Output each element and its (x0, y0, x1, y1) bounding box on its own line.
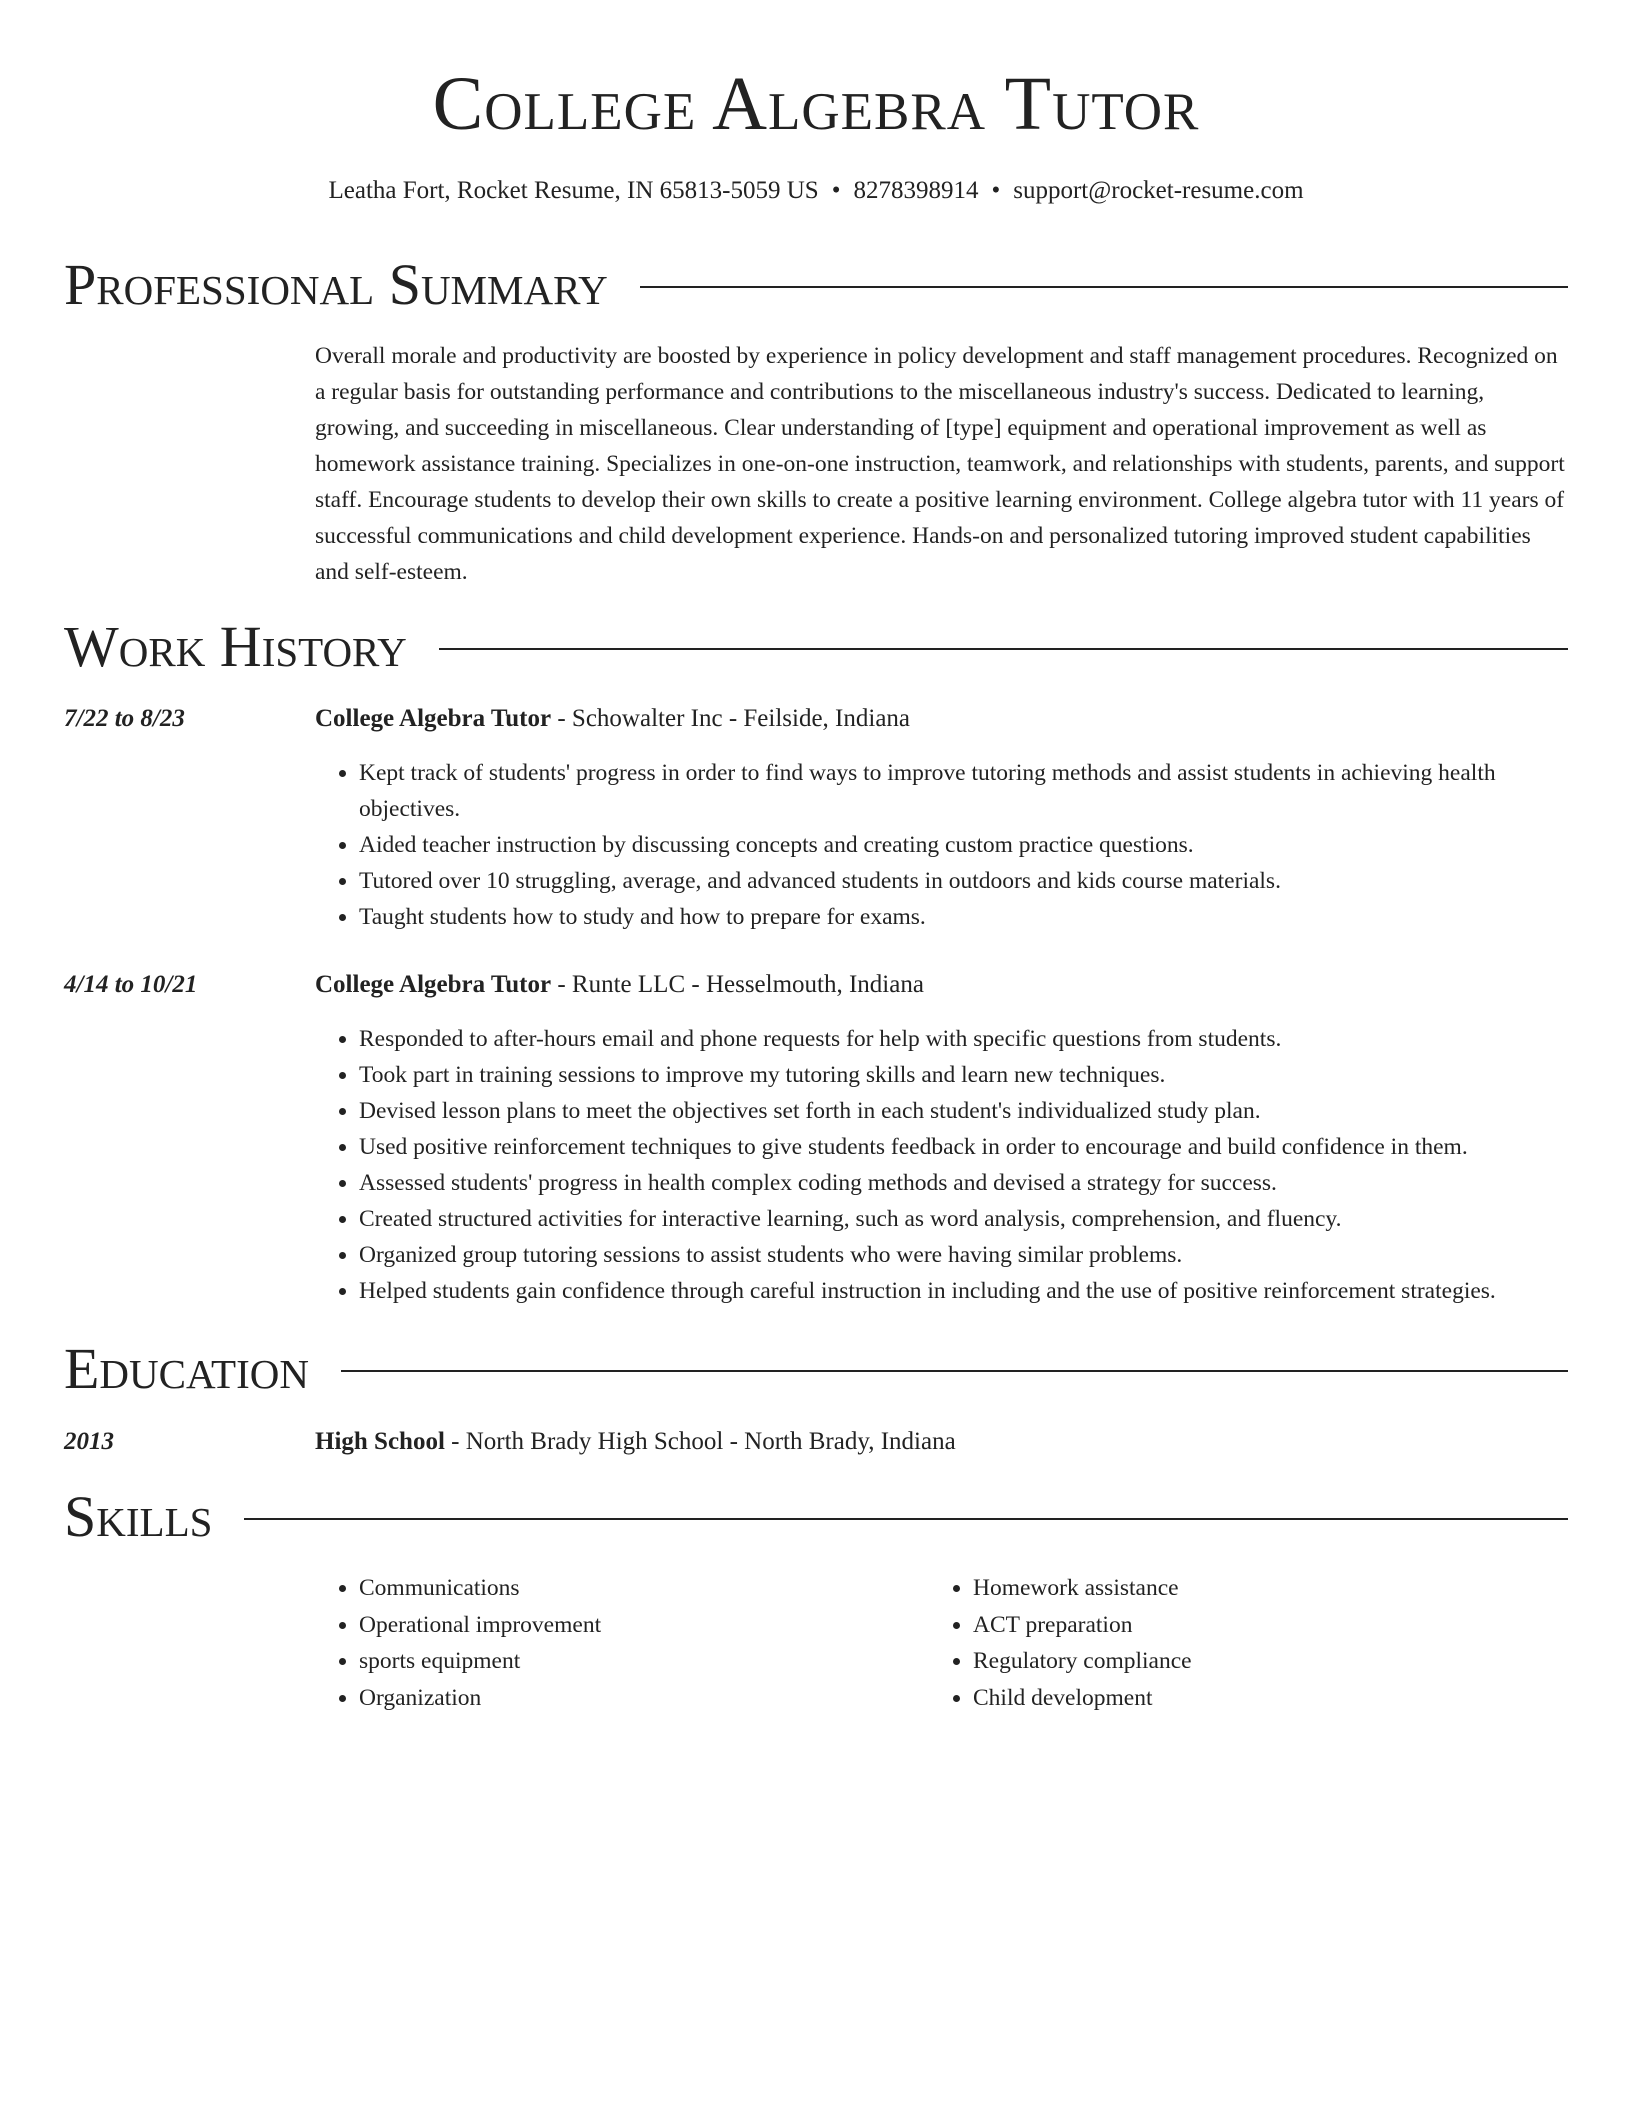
skills-section-title: Skills (64, 1484, 213, 1549)
job-heading (315, 701, 1568, 737)
education-year: 2013 (64, 1428, 114, 1455)
skill-item: • sports equipment (359, 1643, 915, 1680)
section-divider (341, 1370, 1568, 1372)
education-section-heading (64, 1336, 1568, 1402)
work-section-heading (64, 614, 1568, 680)
job-employer-location: - Runte LLC - Hesselmouth, Indiana (551, 971, 924, 998)
skill-item: • Child development (973, 1680, 1529, 1717)
contact-email: support@rocket-resume.com (1013, 177, 1304, 204)
job-dates: 7/22 to 8/23 (64, 705, 185, 732)
education-entry (315, 1424, 1568, 1460)
summary-section-title: Professional Summary (64, 252, 608, 317)
job-dates: 4/14 to 10/21 (64, 971, 198, 998)
education-degree: High School (315, 1428, 445, 1455)
section-divider (439, 648, 1568, 650)
skills-list-right (929, 1570, 1529, 1716)
skill-item: • Communications (359, 1570, 915, 1607)
contact-line (64, 174, 1568, 208)
section-divider (244, 1518, 1568, 1520)
job-title: College Algebra Tutor (315, 971, 552, 998)
skill-item: • Homework assistance (973, 1570, 1529, 1607)
job-bullet: • Kept track of students' progress in order to find ways to improve tutoring methods and assist students in achieving health objectives. (359, 755, 1568, 827)
job-bullet: • Helped students gain confidence through careful instruction in including and the use of positive reinforcement strategies. (359, 1273, 1568, 1309)
job-bullet: • Organized group tutoring sessions to assist students who were having similar problems. (359, 1237, 1568, 1273)
job-bullet: • Taught students how to study and how to prepare for exams. (359, 899, 1568, 935)
job-bullets (315, 1021, 1568, 1309)
job-employer-location: - Schowalter Inc - Feilside, Indiana (551, 705, 911, 732)
job-bullet: • Created structured activities for interactive learning, such as word analysis, comprehension, and fluency. (359, 1201, 1568, 1237)
job-heading (315, 967, 1568, 1003)
contact-separator: • (831, 177, 841, 204)
job-bullet: • Devised lesson plans to meet the objectives set forth in each student's individualized study plan. (359, 1093, 1568, 1129)
candidate-name: College Algebra Tutor (432, 62, 1200, 146)
contact-separator: • (991, 177, 1001, 204)
education-school-location: - North Brady High School - North Brady, Indiana (444, 1428, 956, 1455)
job-title: College Algebra Tutor (315, 705, 552, 732)
contact-address: Leatha Fort, Rocket Resume, IN 65813-5059 US (328, 177, 819, 204)
skill-item: • ACT preparation (973, 1607, 1529, 1644)
contact-phone: 8278398914 (853, 177, 979, 204)
section-divider (640, 286, 1568, 288)
work-section-title: Work History (64, 614, 407, 679)
job-bullet: • Responded to after-hours email and phone requests for help with specific questions from students. (359, 1021, 1568, 1057)
job-bullet: • Assessed students' progress in health complex coding methods and devised a strategy for success. (359, 1165, 1568, 1201)
job-bullet: • Used positive reinforcement techniques to give students feedback in order to encourage and build confidence in them. (359, 1129, 1568, 1165)
job-bullets (315, 755, 1568, 935)
skill-item: • Organization (359, 1680, 915, 1717)
job-bullet: • Aided teacher instruction by discussing concepts and creating custom practice questions. (359, 827, 1568, 863)
skill-item: • Regulatory compliance (973, 1643, 1529, 1680)
education-section-title: Education (64, 1336, 309, 1401)
summary-section-heading (64, 252, 1568, 318)
skills-section-heading (64, 1484, 1568, 1550)
job-bullet: • Tutored over 10 struggling, average, and advanced students in outdoors and kids course materials. (359, 863, 1568, 899)
summary-text: Overall morale and productivity are boosted by experience in policy development and staff management procedures. Recognized on a regular basis for outstanding performance and contributions to the miscellaneous industry's success. Dedicated to learning, growing, and succeeding in miscellaneous. Clear understanding of [type] equipment and operational improvement as well as homework assistance training. Specializes in one-on-one instruction, teamwork, and relationships with students, parents, and support staff. Encourage students to develop their own skills to create a positive learning environment. College algebra tutor with 11 years of successful communications and child development experience. Hands-on and personalized tutoring improved student capabilities and self-esteem. (315, 343, 1565, 585)
skill-item: • Operational improvement (359, 1607, 915, 1644)
job-bullet: • Took part in training sessions to improve my tutoring skills and learn new techniques. (359, 1057, 1568, 1093)
skills-list-left (315, 1570, 915, 1716)
